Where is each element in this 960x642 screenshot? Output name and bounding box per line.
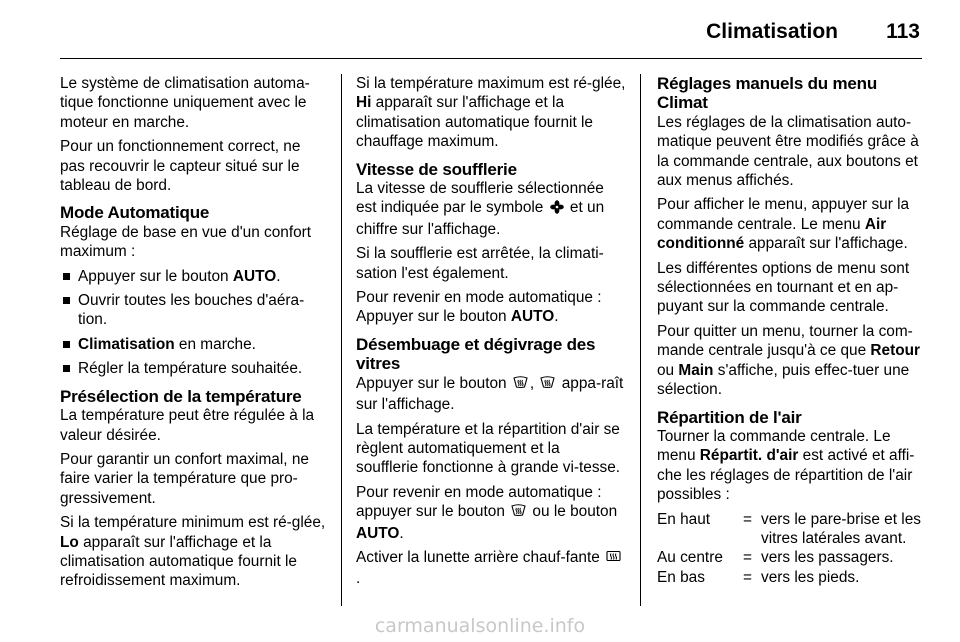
table-cell-eq: = (743, 510, 752, 528)
column-divider (341, 74, 342, 606)
text: apparaît sur l'affichage et la climatisation automatique fournit le chauffage maximum. (356, 94, 593, 151)
text: ou (657, 361, 679, 379)
heading-mode-automatique: Mode Automatique (60, 203, 210, 223)
text: apparaît sur l'affichage. (744, 235, 908, 253)
paragraph: Les différentes options de menu sont sélectionnées en tournant et en ap-puyant sur la commande centrale. (657, 259, 910, 316)
climatisation-label: Climatisation (78, 335, 175, 353)
text: , (529, 374, 539, 392)
bullet-square-icon (63, 273, 70, 280)
column-middle (356, 74, 626, 594)
hi-label: Hi (356, 94, 372, 112)
repartit-air-label: Répartit. d'air (699, 447, 799, 465)
paragraph: Le système de climatisation automa-tique fonctionne uniquement avec le moteur en marche. (60, 75, 310, 131)
watermark: carmanualsonline.info (374, 615, 586, 637)
fan-icon (550, 200, 564, 219)
page-header (60, 0, 922, 60)
paragraph (356, 548, 626, 589)
text: en marche. (174, 335, 256, 353)
text: Pour quitter un menu, tourner la com-mande centrale jusqu'à ce que (657, 322, 913, 360)
paragraph: Pour un fonctionnement correct, ne pas recouvrir le capteur situé sur le tableau de bord. (60, 138, 301, 195)
paragraph: Pour garantir un confort maximal, ne faire varier la température que pro-gressivement. (60, 450, 309, 507)
text: . (399, 524, 404, 542)
table-cell-eq: = (743, 549, 752, 567)
text: Tourner la commande centrale. Le menu (657, 427, 891, 465)
bullet-list (60, 267, 328, 379)
paragraph (356, 74, 626, 152)
bullet-square-icon (63, 297, 70, 304)
text: . (276, 267, 281, 285)
heading-vitesse-soufflerie: Vitesse de soufflerie (356, 159, 517, 179)
air-conditionne-label: Air conditionné (657, 215, 887, 253)
table-cell-key: En bas (657, 568, 705, 586)
column-left (60, 74, 328, 596)
main-label: Main (678, 361, 714, 379)
text: Appuyer sur le bouton (78, 267, 233, 285)
paragraph (356, 374, 626, 415)
bullet-square-icon (63, 365, 70, 372)
heading-desembuage: Désembuage et dégivrage des vitres (356, 334, 596, 374)
list-item (60, 359, 328, 378)
paragraph (356, 288, 626, 327)
table-cell-key: En haut (657, 510, 711, 528)
page-number: 113 (886, 20, 920, 43)
table-cell-key: Au centre (657, 549, 723, 567)
auto-button-label: AUTO (510, 308, 555, 326)
text: La vitesse de soufflerie sélectionnée est indiquée par le symbole (356, 180, 604, 217)
text: ou le bouton (528, 503, 618, 521)
auto-button-label: AUTO (232, 267, 277, 285)
text: Activer la lunette arrière chauf-fante (356, 548, 605, 566)
air-distribution-table (657, 510, 925, 588)
retour-label: Retour (870, 342, 921, 360)
table-cell-value: vers les passagers. (761, 549, 894, 567)
paragraph (657, 322, 925, 400)
table-cell-value: vers le pare-brise et les vitres latérales avant. (761, 510, 921, 547)
text: s'affiche, puis effec-tuer une sélection. (657, 361, 910, 399)
list-item (60, 267, 328, 286)
text: Régler la température souhaitée. (78, 360, 303, 378)
table-cell-eq: = (743, 568, 752, 586)
auto-button-label: AUTO (356, 524, 400, 542)
paragraph (356, 483, 626, 543)
paragraph: La température et la répartition d'air se règlent automatiquement et la soufflerie fonctionne à grande vi-tesse. (356, 420, 621, 477)
text: Pour revenir en mode automatique : appuyer sur le bouton (356, 483, 602, 521)
windshield-defrost-icon (513, 376, 528, 395)
lo-label: Lo (60, 533, 79, 551)
paragraph (657, 195, 925, 253)
header-rule (60, 58, 922, 59)
text: Si la température maximum est ré-glée, (356, 75, 626, 92)
list-item (60, 291, 328, 330)
text: Pour afficher le menu, appuyer sur la commande centrale. Le menu (657, 196, 910, 233)
text: appa-raît sur l'affichage. (356, 374, 624, 414)
paragraph: Réglage de base en vue d'un confort maximum : (60, 223, 312, 261)
text: . (356, 570, 361, 588)
rear-window-defrost-icon (606, 550, 621, 569)
table-row (657, 510, 925, 549)
table-row (657, 548, 925, 567)
text: Appuyer sur le bouton (356, 374, 511, 392)
column-divider (640, 74, 641, 606)
paragraph: Si la soufflerie est arrêtée, la climati-sation l'est également. (356, 245, 604, 282)
page-title: Climatisation (706, 20, 838, 43)
text: . (554, 308, 559, 326)
bullet-square-icon (63, 341, 70, 348)
text: Ouvrir toutes les bouches d'aéra-tion. (78, 292, 305, 329)
text: Si la température minimum est ré-glée, (60, 514, 326, 532)
paragraph: La température peut être régulée à la valeur désirée. (60, 407, 315, 444)
text: et un chiffre sur l'affichage. (356, 199, 605, 238)
paragraph: Les réglages de la climatisation auto-matique peuvent être modifiés grâce à la commande centrale, aux boutons et aux menus affichés. (657, 113, 919, 190)
windshield-defrost-icon (540, 376, 555, 395)
table-row (657, 568, 925, 587)
text: est activé et affi-che les réglages de répartition de l'air possibles : (657, 447, 915, 504)
windshield-defrost-icon (511, 504, 526, 523)
paragraph (657, 427, 925, 505)
heading-repartition-air: Répartition de l'air (657, 407, 802, 427)
paragraph (60, 513, 328, 591)
list-item (60, 335, 328, 354)
paragraph (356, 179, 626, 239)
column-right (657, 74, 925, 587)
table-cell-value: vers les pieds. (761, 568, 860, 586)
heading-preselection: Présélection de la température (60, 386, 302, 406)
text: apparaît sur l'affichage et la climatisation automatique fournit le refroidissement maximum. (60, 533, 297, 590)
text: Pour revenir en mode automatique : Appuyer sur le bouton (356, 289, 602, 326)
heading-reglages-manuels: Réglages manuels du menu Climat (657, 74, 878, 113)
